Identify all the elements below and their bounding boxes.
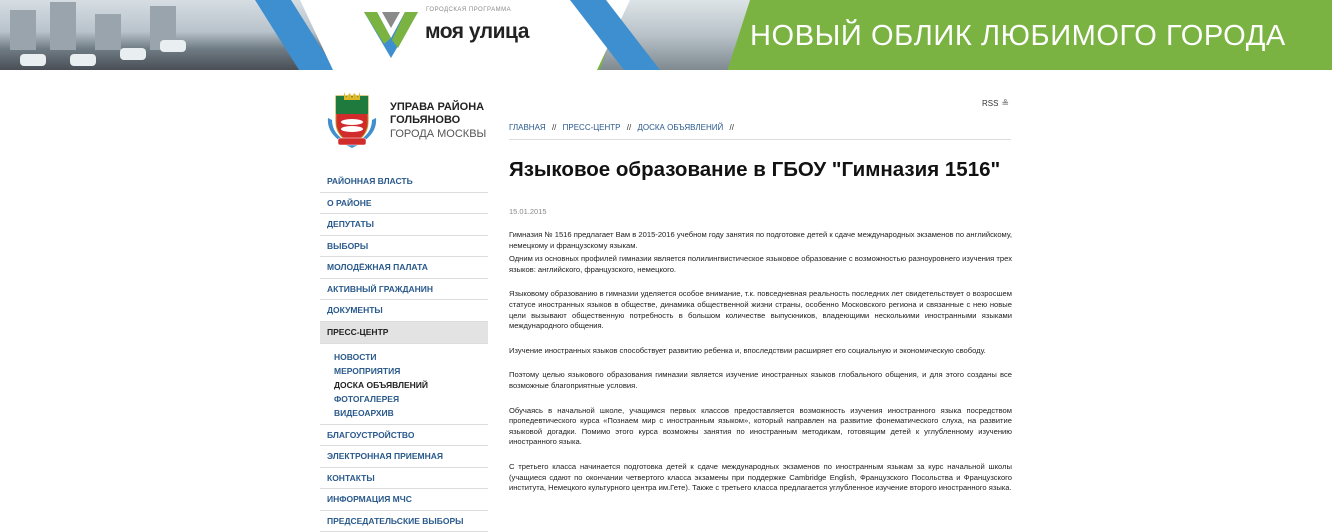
district-line1: УПРАВА РАЙОНА — [390, 101, 486, 114]
submenu-item-doska-obyavlenii[interactable]: ДОСКА ОБЪЯВЛЕНИЙ — [334, 378, 488, 392]
sidebar-item-deputaty[interactable]: ДЕПУТАТЫ — [320, 214, 488, 236]
submenu-item-fotogalereya[interactable]: ФОТОГАЛЕРЕЯ — [334, 392, 488, 406]
sidebar-item-dokumenty[interactable]: ДОКУМЕНТЫ — [320, 300, 488, 322]
article-body — [509, 230, 1012, 494]
page-title: Языковое образование в ГБОУ "Гимназия 1516" — [509, 158, 1000, 182]
district-line2: ГОЛЬЯНОВО — [390, 114, 486, 127]
press-center-submenu — [320, 344, 488, 425]
coat-of-arms-icon — [322, 90, 382, 150]
top-banner[interactable] — [0, 0, 1332, 70]
rss-icon: ≗ — [1001, 98, 1009, 109]
rss-link[interactable] — [982, 98, 1009, 109]
breadcrumb-separator: // — [729, 123, 733, 132]
banner-slogan: НОВЫЙ ОБЛИК ЛЮБИМОГО ГОРОДА — [750, 20, 1286, 52]
district-name[interactable] — [390, 101, 486, 141]
sidebar-item-molodezhnaya-palata[interactable]: МОЛОДЁЖНАЯ ПАЛАТА — [320, 257, 488, 279]
submenu-item-meropriyatiya[interactable]: МЕРОПРИЯТИЯ — [334, 364, 488, 378]
rss-label: RSS — [982, 99, 998, 108]
breadcrumb-press-center[interactable]: ПРЕСС-ЦЕНТР — [563, 123, 621, 132]
article-date: 15.01.2015 — [509, 207, 547, 216]
sidebar-item-informaciya-mchs[interactable]: ИНФОРМАЦИЯ МЧС — [320, 489, 488, 511]
sidebar-item-predsedatelskie-vybory[interactable]: ПРЕДСЕДАТЕЛЬСКИЕ ВЫБОРЫ — [320, 511, 488, 532]
article-paragraph: Языковому образованию в гимназии уделяется особое внимание, т.к. повседневная реальность последних лет свидетельствует о возросшем статусе иностранных языков в обществе, динамика общественной жизни страны, особенно Московского региона и связанные с нею новые цели вызывают общественную потребность в большом количестве выпускников, владеющими несколькими иностранными языками международного общения. — [509, 289, 1012, 331]
sidebar-menu — [320, 171, 488, 532]
submenu-item-novosti[interactable]: НОВОСТИ — [334, 350, 488, 364]
article-paragraph: Гимназия № 1516 предлагает Вам в 2015-2016 учебном году занятия по подготовке детей к сдаче международных экзаменов по английскому, немецкому и французскому языкам. — [509, 230, 1012, 251]
sidebar-item-rayonnaya-vlast[interactable]: РАЙОННАЯ ВЛАСТЬ — [320, 171, 488, 193]
sidebar-item-blagoustroistvo[interactable]: БЛАГОУСТРОЙСТВО — [320, 425, 488, 447]
sidebar-item-o-rayone[interactable]: О РАЙОНЕ — [320, 193, 488, 215]
district-line3: ГОРОДА МОСКВЫ — [390, 128, 486, 141]
article-paragraph: Обучаясь в начальной школе, учащимся первых классов предоставляется возможность изучения иностранного языка посредством пропедевтического курса «Познаем мир с иностранным языком», который направлен на развитие фонематического слуха, на развитие языковой догадки. Помимо этого курса возможны занятия по иностранным методикам, готовящим детей к углубленному изучению иностранного языка. — [509, 406, 1012, 448]
article-paragraph: Поэтому целью языкового образования гимназии является изучение иностранных языков глобального общения, и для этого созданы все возможные благоприятные условия. — [509, 370, 1012, 391]
sidebar-item-vybory[interactable]: ВЫБОРЫ — [320, 236, 488, 258]
moya-ulitsa-logo-icon — [364, 8, 418, 58]
breadcrumb-home[interactable]: ГЛАВНАЯ — [509, 123, 546, 132]
article-paragraph: С третьего класса начинается подготовка детей к сдаче международных экзаменов по иностранным языкам за курс начальной школы (учащиеся сдают по окончании четвертого класса экзамены при поддержке Cambridge English, Французского Посольства и Французского института, Немецкого культурного центра им.Гете). Также с третьего класса предлагается углубленное изучение второго иностранного языка. — [509, 462, 1012, 494]
breadcrumb — [509, 123, 1011, 140]
breadcrumb-separator: // — [552, 123, 556, 132]
logo-name: моя улица — [425, 22, 529, 42]
logo-caption: ГОРОДСКАЯ ПРОГРАММА — [426, 7, 511, 14]
sidebar-item-elektronnaya-priemnaya[interactable]: ЭЛЕКТРОННАЯ ПРИЕМНАЯ — [320, 446, 488, 468]
sidebar-item-kontakty[interactable]: КОНТАКТЫ — [320, 468, 488, 490]
sidebar-item-press-center[interactable]: ПРЕСС-ЦЕНТР — [320, 322, 488, 344]
breadcrumb-board[interactable]: ДОСКА ОБЪЯВЛЕНИЙ — [637, 123, 723, 132]
sidebar-item-aktivnyi-grazhdanin[interactable]: АКТИВНЫЙ ГРАЖДАНИН — [320, 279, 488, 301]
article-paragraph: Изучение иностранных языков способствует развитию ребенка и, впоследствии расширяет его социальную и экономическую свободу. — [509, 346, 1012, 357]
submenu-item-videoarhiv[interactable]: ВИДЕОАРХИВ — [334, 406, 488, 420]
breadcrumb-separator: // — [627, 123, 631, 132]
article-paragraph: Одним из основных профилей гимназии является полилингвистическое языковое образование с возможностью разноуровнего изучения трех языков: английского, французского, немецкого. — [509, 254, 1012, 275]
